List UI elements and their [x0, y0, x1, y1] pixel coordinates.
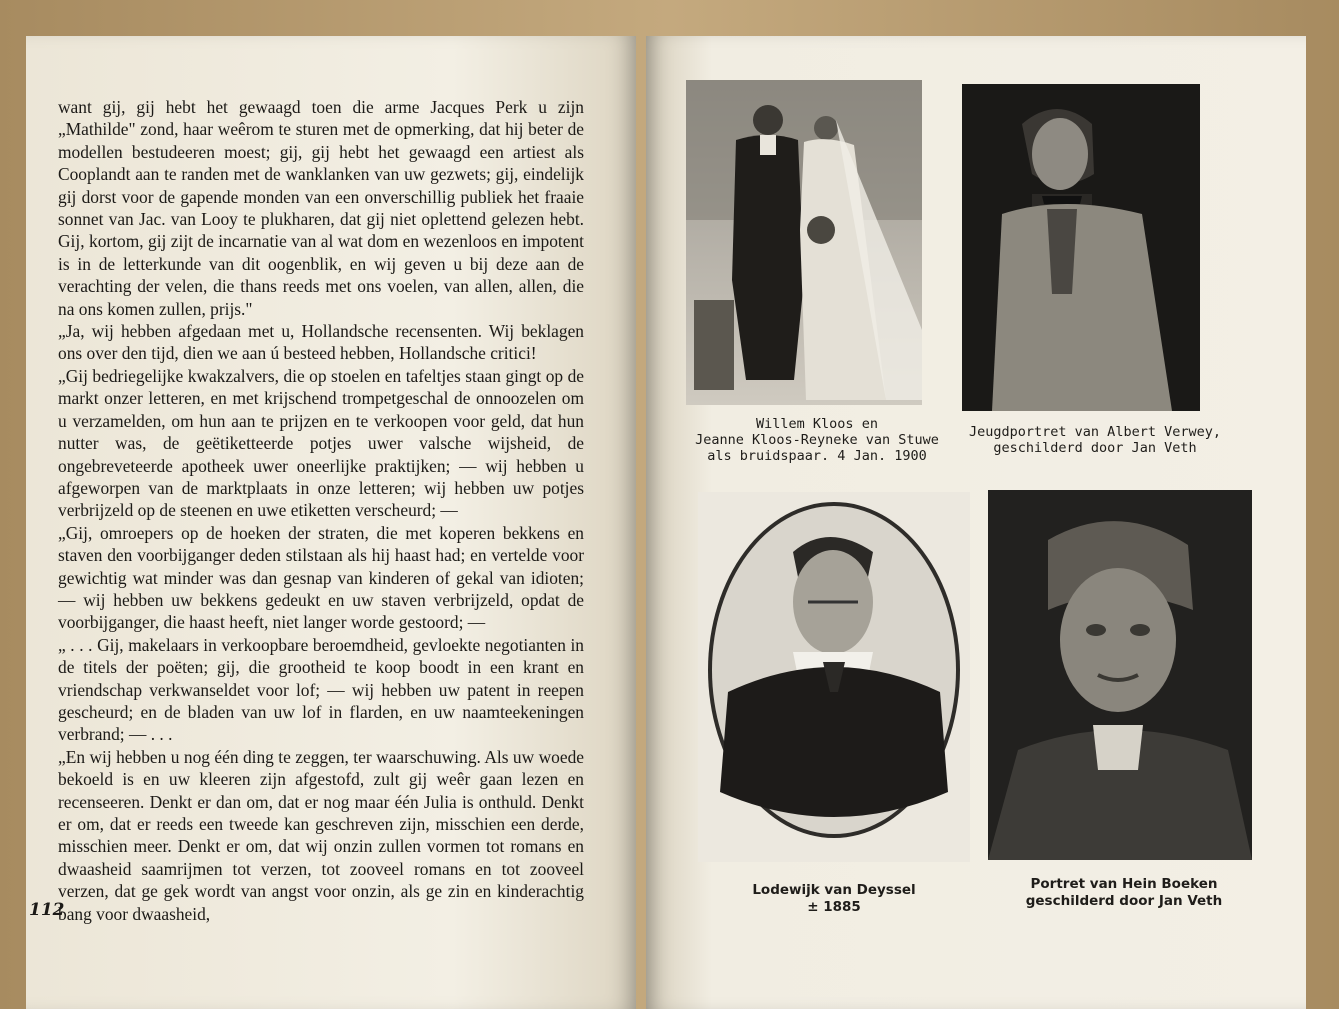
paragraph: „ . . . Gij, makelaars in verkoopbare beroemdheid, gevloekte negotianten in de titels der poëten; gij, die grootheid te koop boodt in een krant en vriendschap verkwanseldet voor lof; — wij hebben uw patent in reepen gescheurd; en de bladen van uw lof in flarden, en uw naamteekeningen verbrand; — . . .: [58, 634, 584, 745]
van-deyssel-portrait: [698, 492, 970, 862]
van-deyssel-portrait-image: [698, 492, 970, 862]
caption-line: ± 1885: [807, 899, 861, 915]
caption-line: Willem Kloos en: [756, 416, 878, 432]
verwey-caption: [962, 424, 1228, 456]
caption-line: Lodewijk van Deyssel: [752, 882, 916, 898]
boeken-portrait: [988, 490, 1252, 860]
caption-line: Portret van Hein Boeken: [1030, 876, 1218, 892]
wedding-caption: [684, 416, 950, 464]
wedding-photo: [686, 80, 922, 405]
paragraph: „Gij bedriegelijke kwakzalvers, die op stoelen en tafeltjes staan gingt op de markt onzer letteren, en met krijschend trompetgeschal de onnoozelen om u verzamelden, om hun aan te prijzen en te verkoopen voor geld, dat hun nutter was, de geëtiketteerde potjes uwer valsche wijsheid, de ongebreveteerde apotheek uwer oneerlijke praktijken; — wij hebben u afgeworpen van de marktplaats in onze letteren; wij hebben uw potjes verbrijzeld op de steenen en uwe etiketten verscheurd; —: [58, 365, 584, 521]
van-deyssel-caption: [698, 882, 970, 916]
body-text: [58, 96, 584, 925]
verwey-portrait-image: [962, 84, 1200, 411]
caption-line: Jeugdportret van Albert Verwey,: [969, 424, 1221, 440]
verwey-portrait: [962, 84, 1200, 411]
caption-line: geschilderd door Jan Veth: [993, 440, 1197, 456]
caption-line: geschilderd door Jan Veth: [1025, 893, 1223, 909]
caption-line: Jeanne Kloos-Reyneke van Stuwe: [695, 432, 939, 448]
paragraph: „En wij hebben u nog één ding te zeggen, ter waarschuwing. Als uw woede bekoeld is en uw kleeren zijn afgestofd, zult gij weêr gaan lezen en recenseeren. Denkt er dan om, dat er nog maar één Julia is onthuld. Denkt er om, dat er reeds een tweede kan geschreven zijn, misschien een derde, misschien meer. Denkt er om, dat wij onzin zullen vormen tot romans en dwaasheid saamrijmen tot verzen, tot zooveel romans en tot zooveel verzen, dat ge gek wordt van angst voor onzin, als ge zin en kinderachtig bang voor dwaasheid,: [58, 746, 584, 924]
boeken-caption: [988, 876, 1260, 910]
paragraph: „Ja, wij hebben afgedaan met u, Hollandsche recensenten. Wij beklagen ons over den tijd, dien we aan ú besteed hebben, Hollandsche critici!: [58, 321, 584, 364]
boeken-portrait-image: [988, 490, 1252, 860]
paragraph: „Gij, omroepers op de hoeken der straten, die met koperen bekkens en staven den voorbijganger deden stilstaan als hij haast had; en vertelde voor gewichtig wat minder was dan gesnap van kinderen of gekal van idioten; — wij hebben uw bekkens gedeukt en uw staven verbrijzeld, opdat de voorbijganger, die haast heeft, niet langer worde gestoord; —: [58, 522, 584, 633]
wedding-photo-image: [686, 80, 922, 405]
paragraph: want gij, gij hebt het gewaagd toen die arme Jacques Perk u zijn „Mathilde" zond, haar weêrom te sturen met de opmerking, dat hij beter de modellen bestudeeren moest; gij, gij hebt het gewaagd een artiest als Cooplandt aan te randen met de wanklanken van uw gezwets; gij, eindelijk gij dorst voor de gapende monden van een onverschillig publiek het fraaie sonnet van Jac. van Looy te plukharen, dat gij niet oplettend gelezen hebt. Gij, kortom, gij zijt de incarnatie van al wat dom en wezenloos en impotent is in de letterkunde van dit oogenblik, en wij geven u bij deze aan de verachting der velen, die thans reeds met ons voelen, van allen, allen, die na ons komen zullen, prijs.": [58, 97, 584, 319]
caption-line: als bruidspaar. 4 Jan. 1900: [707, 448, 927, 464]
page-number: 112: [29, 900, 65, 920]
